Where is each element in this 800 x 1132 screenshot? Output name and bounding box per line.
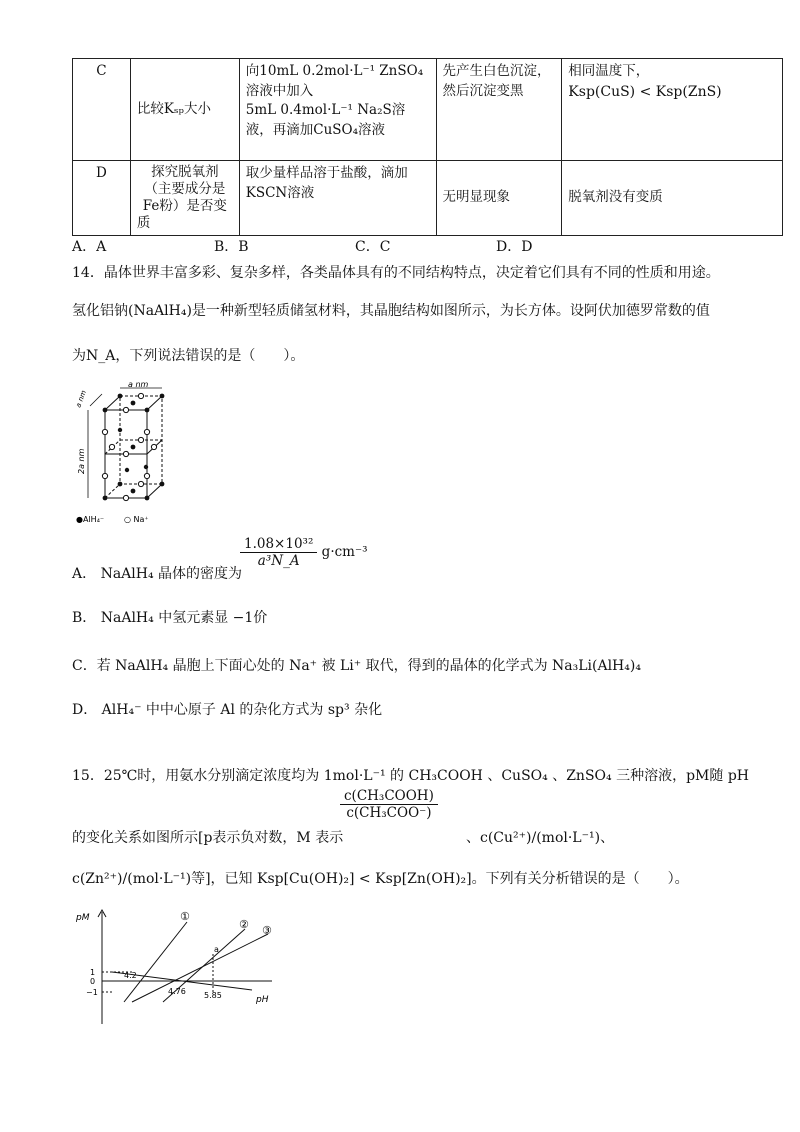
point-a-label: a [214,945,219,954]
q15-stem-line2-tail: 、c(Cu²⁺)/(mol·L⁻¹)、 [466,830,615,846]
operation-cell: 向10mL 0.2mol·L⁻¹ ZnSO₄ 溶液中加入 5mL 0.4mol·L⁻¹ Na₂S溶 液，再滴加CuSO₄溶液 [239,59,436,161]
operation-cell: 取少量样品溶于盐酸，滴加 KSCN溶液 [239,161,436,236]
legend-na: ○ Na⁺ [124,515,149,524]
q14-option-a[interactable]: A． NaAlH₄ 晶体的密度为 [72,566,243,582]
curve-label-1: ① [180,910,190,923]
graph-xlabel: pH [256,995,269,1005]
purpose-cell: 探究脱氧剂 （主要成分是 Fe粉）是否变 质 [130,161,239,236]
question-13-table [72,58,783,236]
graph-ylabel: pM [76,913,90,923]
q14-option-d[interactable]: D． AlH₄⁻ 中中心原子 Al 的杂化方式为 sp³ 杂化 [72,702,383,718]
y-tick-1: 1 [90,968,96,977]
purpose-cell: 比较Kₛₚ大小 [130,59,239,161]
row-label: C [73,59,131,161]
y-tick-neg1: −1 [86,988,98,997]
crystal-cell-figure [72,378,192,528]
q15-stem-line3: c(Zn²⁺)/(mol·L⁻¹)等]，已知 Ksp[Cu(OH)₂] < Ksp[Zn(OH)₂]。下列有关分析错误的是（ ）。 [72,871,689,887]
q15-stem-line1: 15．25℃时，用氨水分别滴定浓度均为 1mol·L⁻¹ 的 CH₃COOH 、CuSO₄ 、ZnSO₄ 三种溶液，pM随 pH [72,768,749,784]
row-label: D [73,161,131,236]
x-point-4-2: 4.2 [124,971,137,980]
curve-label-2: ② [239,918,249,931]
option-d[interactable]: D．D [496,239,533,255]
q14-stem-line2: 氢化铝钠(NaAlH₄)是一种新型轻质储氢材料，其晶胞结构如图所示，为长方体。设阿伏加德罗常数的值 [72,303,710,319]
phenomenon-cell: 无明显现象 [436,161,562,236]
q14-stem-line1: 14．晶体世界丰富多彩、复杂多样，各类晶体具有的不同结构特点，决定着它们具有不同的性质和用途。 [72,265,720,281]
density-expression: $\frac{\text{1.08×10³²}}{\text{a³N\_A}}$ g·cm⁻³ [240,536,368,569]
top-dim-label: a nm [128,380,149,389]
option-c[interactable]: C．C [355,239,391,255]
table-row [73,161,783,236]
x-point-5-85: 5.85 [204,991,222,1000]
curve-label-3: ③ [262,924,272,937]
q15-stem-line2: 的变化关系如图所示[p表示负对数，M 表示 [72,830,344,846]
option-a[interactable]: A．A [72,239,107,255]
option-b[interactable]: B．B [214,239,249,255]
height-dim-label: 2a nm [77,448,86,474]
y-tick-0: 0 [90,977,96,986]
x-point-4-76: 4.76 [168,987,186,996]
q14-option-b[interactable]: B． NaAlH₄ 中氢元素显 −1价 [72,610,268,626]
conclusion-cell: 脱氧剂没有变质 [562,161,783,236]
side-dim-label: a nm [74,389,88,409]
pm-ph-graph [72,904,292,1034]
phenomenon-cell: 先产生白色沉淀， 然后沉淀变黑 [436,59,562,161]
ratio-fraction: $\frac{\text{c(CH₃COOH)}}{\text{c(CH₃COO⁻)}}$ [340,788,438,821]
q14-stem-line3: 为N_A，下列说法错误的是（ ）。 [72,348,305,364]
conclusion-cell: 相同温度下， Ksp(CuS) < Ksp(ZnS) [562,59,783,161]
table-row [73,59,783,161]
legend-alh4: ●AlH₄⁻ [76,515,105,524]
q14-option-c[interactable]: C．若 NaAlH₄ 晶胞上下面心处的 Na⁺ 被 Li⁺ 取代，得到的晶体的化学式为 Na₃Li(AlH₄)₄ [72,658,641,674]
